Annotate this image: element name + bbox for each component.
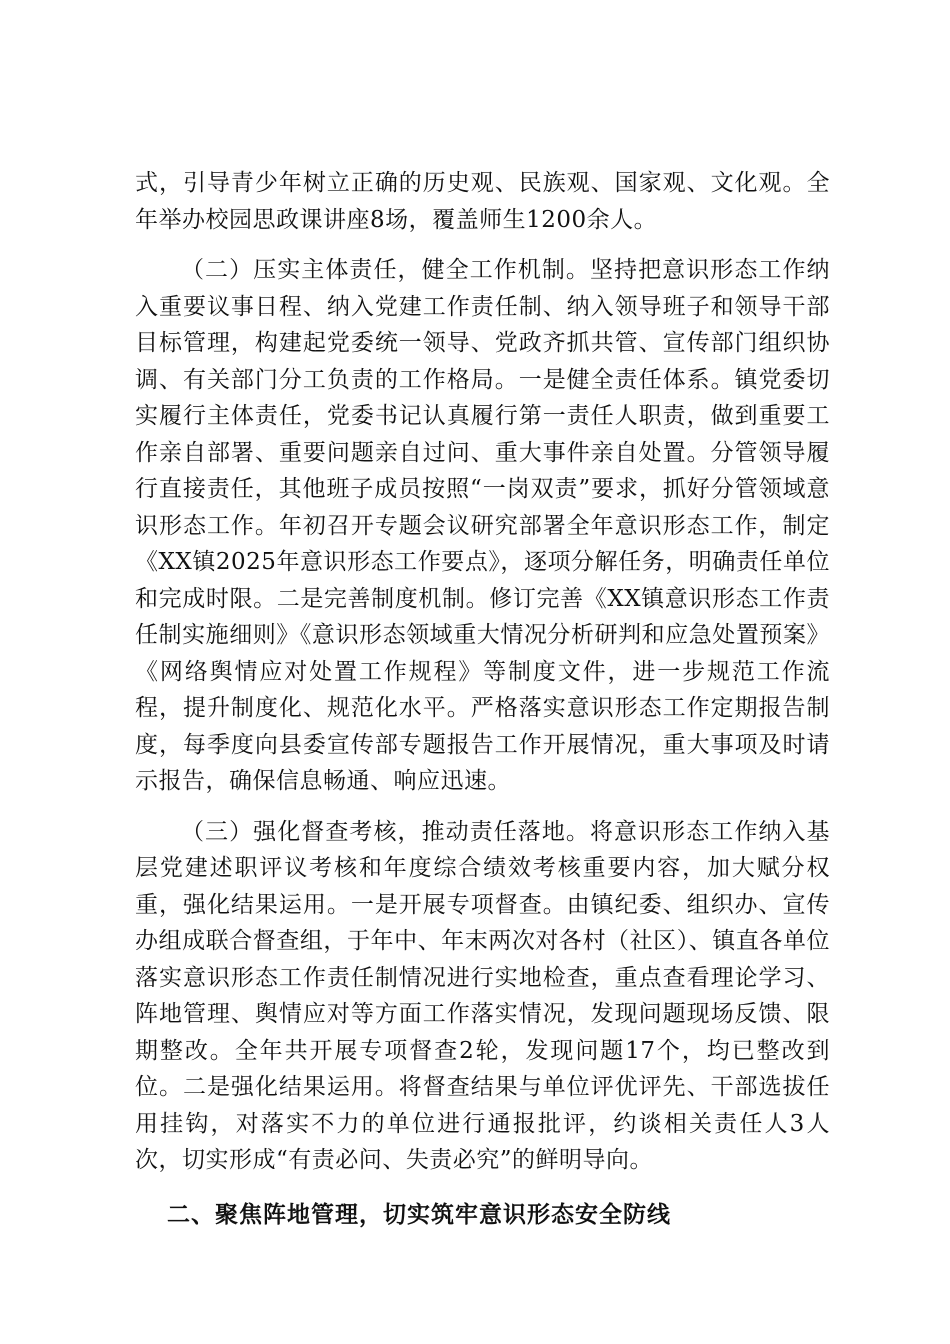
paragraph-section-3: （三）强化督查考核，推动责任落地。将意识形态工作纳入基层党建述职评议考核和年度综合绩效考核重要内容，加大赋分权重，强化结果运用。一是开展专项督查。由镇纪委、组织办、宣传办组成联合督查组，于年中、年末两次对各村（社区）、镇直各单位落实意识形态工作责任制情况进行实地检查，重点查看理论学习、阵地管理、舆情应对等方面工作落实情况，发现问题现场反馈、限期整改。全年共开展专项督查2轮，发现问题17个，均已整改到位。二是强化结果运用。将督查结果与单位评优评先、干部选拔任用挂钩，对落实不力的单位进行通报批评，约谈相关责任人3人次，切实形成“有责必问、失责必究”的鲜明导向。 bbox=[135, 818, 830, 1173]
section-heading: 二、聚焦阵地管理，切实筑牢意识形态安全防线 bbox=[167, 1201, 671, 1228]
paragraph-continuation: 式，引导青少年树立正确的历史观、民族观、国家观、文化观。全年举办校园思政课讲座8场，覆盖师生1200余人。 bbox=[135, 170, 830, 233]
paragraph-section-2: （二）压实主体责任，健全工作机制。坚持把意识形态工作纳入重要议事日程、纳入党建工作责任制、纳入领导班子和领导干部目标管理，构建起党委统一领导、党政齐抓共管、宣传部门组织协调、有关部门分工负责的工作格局。一是健全责任体系。镇党委切实履行主体责任，党委书记认真履行第一责任人职责，做到重要工作亲自部署、重要问题亲自过问、重大事件亲自处置。分管领导履行直接责任，其他班子成员按照“一岗双责”要求，抓好分管领域意识形态工作。年初召开专题会议研究部署全年意识形态工作，制定《XX镇2025年意识形态工作要点》，逐项分解任务，明确责任单位和完成时限。二是完善制度机制。修订完善《XX镇意识形态工作责任制实施细则》《意识形态领域重大情况分析研判和应急处置预案》《网络舆情应对处置工作规程》等制度文件，进一步规范工作流程，提升制度化、规范化水平。严格落实意识形态工作定期报告制度，每季度向县委宣传部专题报告工作开展情况，重大事项及时请示报告，确保信息畅通、响应迅速。 bbox=[135, 257, 830, 794]
document-body bbox=[135, 165, 830, 1233]
